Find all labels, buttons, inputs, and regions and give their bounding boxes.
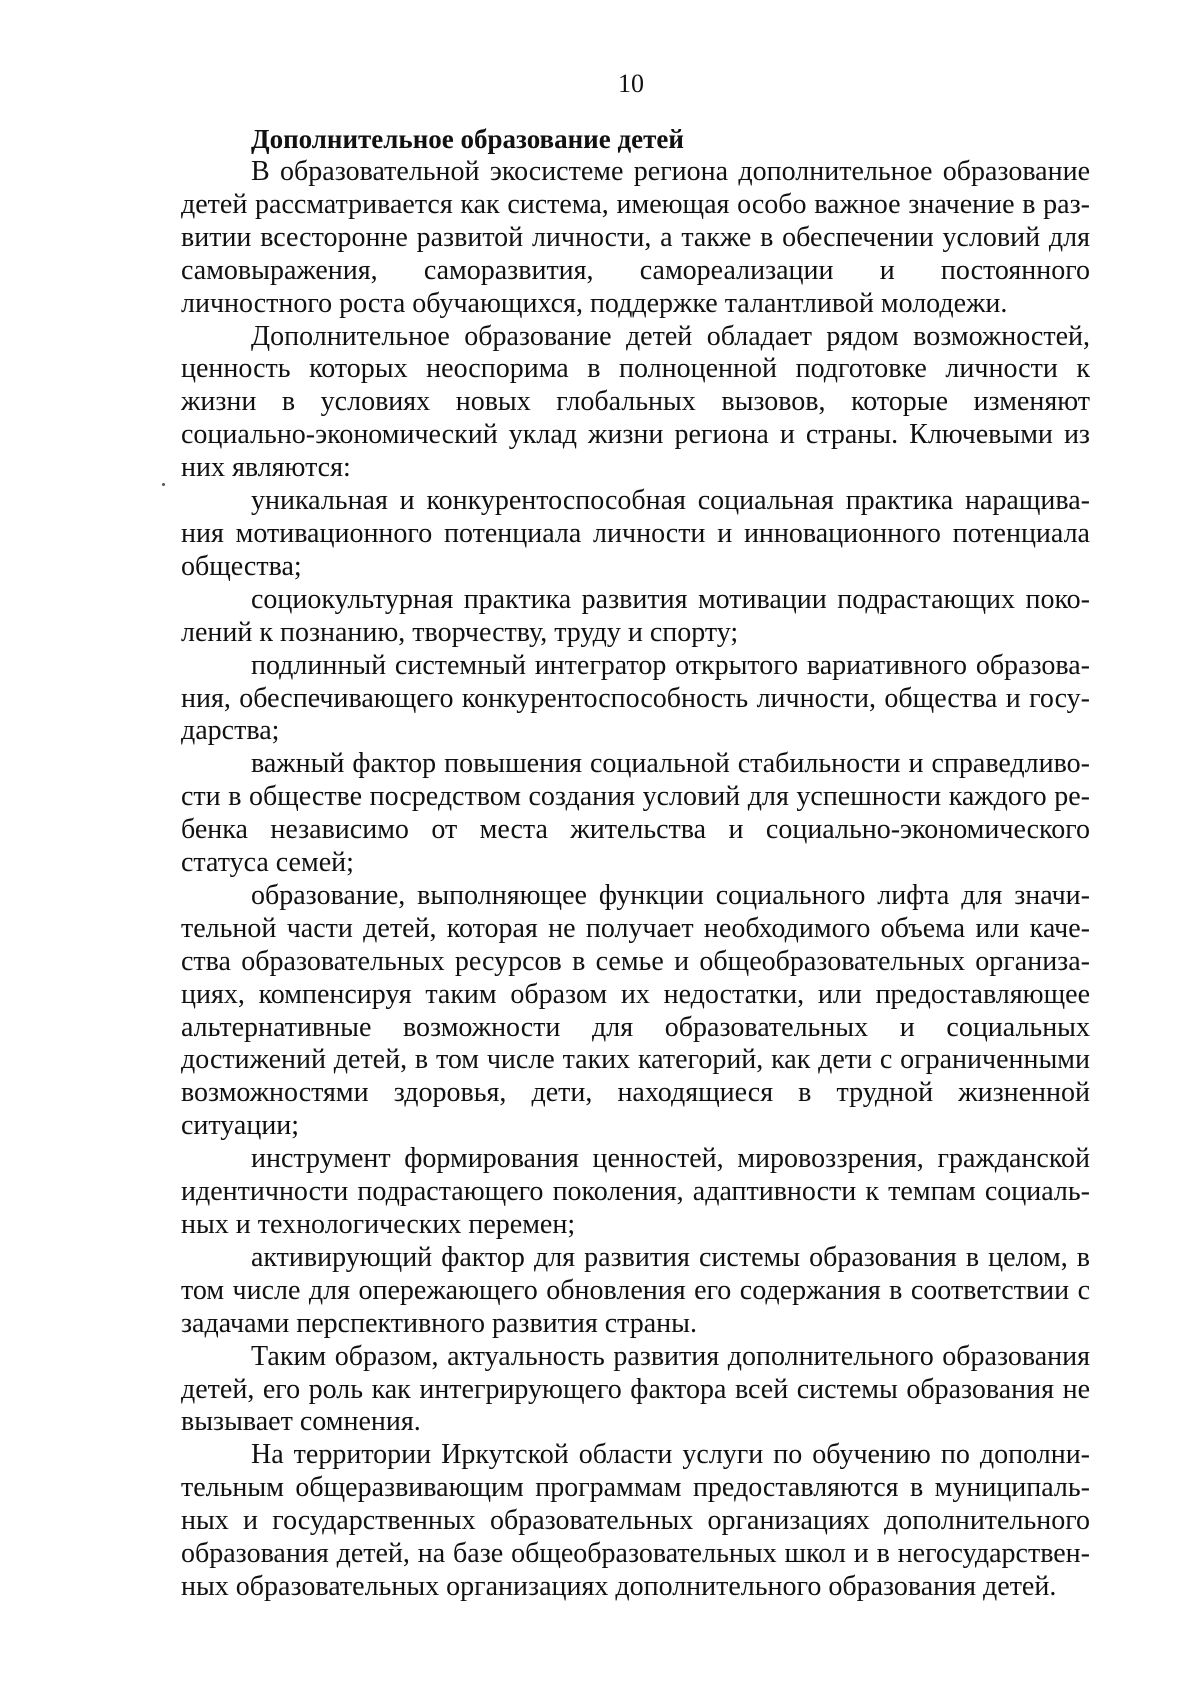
list-item: образование, выполняющее функции социального лифта для значительной части детей, которая не получает необходимого объема или качества образовательных ресурсов в семье и общеобразовательных организациях, компенсируя таким образом их недостатки, или предоставляющее альтернативные возможности для образовательных и социальных достижений детей, в том числе таких категорий, как дети с ограниченными возможностями здоровья, дети, находящиеся в трудной жизненной ситуации; (181, 879, 1090, 1142)
paragraph-intro: В образовательной экосистеме региона дополнительное образование детей рассматривается как система, имеющая особо важное значение в развитии всесторонне развитой личности, а также в обеспечении условий для самовыражения, саморазвития, самореализации и постоянного личностного роста обучающихся, поддержке талантливой молодежи. (181, 156, 1090, 319)
list-item: важный фактор повышения социальной стабильности и справедливости в обществе посредством создания условий для успешности каждого ребенка независимо от места жительства и социально-экономического статуса семей; (181, 748, 1090, 879)
list-item: уникальная и конкурентоспособная социальная практика наращивания мотивационного потенциала личности и инновационного потенциала общества; (181, 485, 1090, 582)
section-heading: Дополнительное образование детей (251, 124, 684, 154)
list-item: подлинный системный интегратор открытого вариативного образования, обеспечивающего конкурентоспособность личности, общества и государства; (181, 649, 1090, 747)
paragraph-irkutsk: На территории Иркутской области услуги по обучению по дополнительным общеразвивающим программам предоставляются в муниципальных и государственных образовательных организациях дополнительного образования детей, на базе общеобразовательных школ и в негосударственных образовательных организациях дополнительного образования детей. (181, 1439, 1090, 1602)
list-item: инструмент формирования ценностей, мировоззрения, гражданской идентичности подрастающего поколения, адаптивности к темпам социальных и технологических перемен; (181, 1143, 1090, 1240)
page-number: 10 (618, 69, 644, 98)
list-item: социокультурная практика развития мотивации подрастающих поколений к познанию, творчеству, труду и спорту; (181, 583, 1090, 648)
paragraph-opportunities: Дополнительное образование детей обладает рядом возможностей, ценность которых неоспорима в полноценной подготовке личности к жизни в условиях новых глобальных вызовов, которые изменяют социально-экономический уклад жизни региона и страны. Ключевыми из них являются: (181, 320, 1090, 484)
list-item: активирующий фактор для развития системы образования в целом, в том числе для опережающего обновления его содержания в соответствии с задачами перспективного развития страны. (181, 1241, 1090, 1339)
scan-speck (162, 483, 165, 486)
page-body (181, 123, 1090, 1604)
paragraph-conclusion: Таким образом, актуальность развития дополнительного образования детей, его роль как интегрирующего фактора всей системы образования не вызывает сомнения. (181, 1340, 1090, 1438)
